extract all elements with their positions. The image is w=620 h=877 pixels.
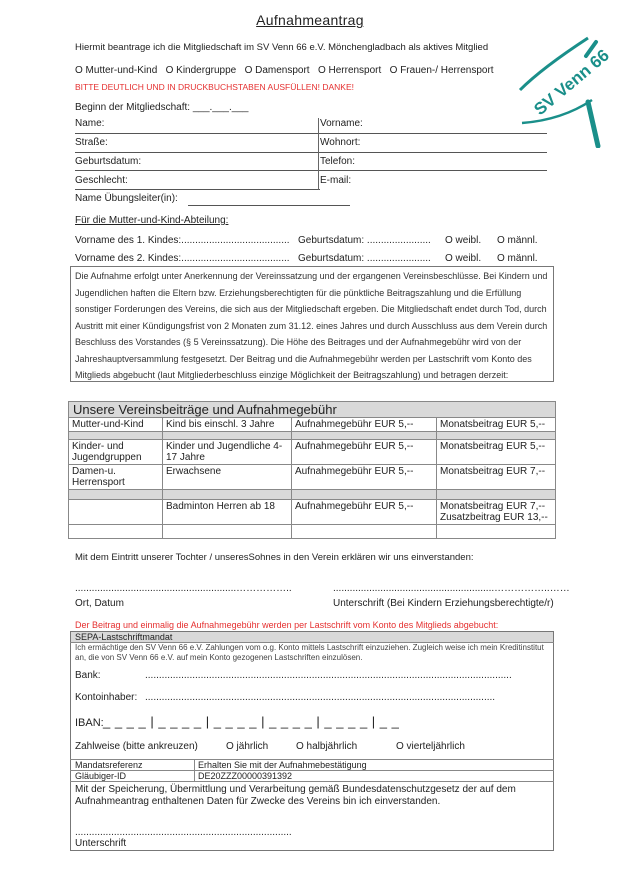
datenschutz-text: Mit der Speicherung, Übermittlung und Verarbeitung gemäß Bundesdatenschutzgesetz der auf dem Aufnahmeantrag enthaltenen Daten für Zwecke des Vereins bin ich einverstanden. [75,784,516,807]
kind1-weibl[interactable]: O weibl. [445,235,482,246]
wohnort-label: Wohnort: [320,137,361,148]
category-options [75,65,494,76]
fee-cell: Aufnahmegebühr EUR 5,-- [292,465,437,490]
kind2-weibl[interactable]: O weibl. [445,253,482,264]
sign-dots-right[interactable]: ..........................................................……………..…… [333,583,570,594]
option-kindergruppe[interactable]: O Kindergruppe [165,65,237,76]
fee-cell: Badminton Herren ab 18 [163,500,292,525]
fee-cell: Damen-u. Herrensport [69,465,163,490]
warning-text: BITTE DEUTLICH UND IN DRUCKBUCHSTABEN AUSFÜLLEN! DANKE! [75,82,354,92]
fee-cell: Mutter-und-Kind [69,418,163,432]
fee-cell: Kinder und Jugendliche 4-17 Jahre [163,440,292,465]
kind2-vorname[interactable]: Vorname des 2. Kindes:....................................... [75,253,290,264]
fee-cell: Aufnahmegebühr EUR 5,-- [292,418,437,432]
kind1-maennl[interactable]: O männl. [497,235,538,246]
bank-label: Bank: [75,670,101,681]
logo-text: SV Venn 66 [530,45,613,120]
bank-input[interactable]: .................................................................................................................................... [145,670,512,681]
mandatsreferenz-value: Erhalten Sie mit der Aufnahmebestätigung [198,760,367,770]
sign-dots-left[interactable]: ..........................................................…………….. [75,583,292,594]
fees-table [68,401,556,539]
zahlweise-label: Zahlweise (bitte ankreuzen) [75,741,198,752]
fee-cell: Kinder- und Jugendgruppen [69,440,163,465]
sepa-text: Ich ermächtige den SV Venn 66 e.V. Zahlungen vom o.g. Konto mittels Lastschrift einzuziehen. Zugleich weise ich mein Kreditinstitut an, die von SV Venn 66 e.V. auf mein Konto gezogenen Lastschriften einzulösen. [75,643,544,662]
sepa-unterschrift-label: Unterschrift [75,838,127,849]
fee-cell: Monatsbeitrag EUR 5,-- [437,440,556,465]
fee-cell: Aufnahmegebühr EUR 5,-- [292,500,437,525]
kind1-vorname[interactable]: Vorname des 1. Kindes:....................................... [75,235,290,246]
debit-note: Der Beitrag und einmalig die Aufnahmegebühr werden per Lastschrift vom Konto des Mitglieds abgebucht: [75,620,499,630]
unterschrift-kinder-label: Unterschrift (Bei Kindern Erziehungsberechtigte/r) [333,598,554,609]
strasse-label: Straße: [75,137,108,148]
uebungsleiter-label: Name Übungsleiter(in): [75,193,178,204]
option-vierteljaehrlich[interactable]: O vierteljährlich [396,741,465,752]
membership-start[interactable]: Beginn der Mitgliedschaft: ___.___.___ [75,102,249,113]
kontoinhaber-label: Kontoinhaber: [75,692,138,703]
option-herrensport[interactable]: O Herrensport [317,65,382,76]
glaeubiger-value: DE20ZZZ00000391392 [198,771,293,781]
iban-label: IBAN: [75,717,104,729]
iban-input[interactable]: _ _ _ _ | _ _ _ _ | _ _ _ _ | _ _ _ _ | _ _ _ _ | _ _ [103,714,400,729]
fees-heading: Unsere Vereinsbeiträge und Aufnahmegebühr [69,402,556,418]
option-jaehrlich[interactable]: O jährlich [226,741,269,752]
geburtsdatum-label: Geburtsdatum: [75,156,142,167]
telefon-label: Telefon: [320,156,356,167]
fee-cell: Monatsbeitrag EUR 7,-- Zusatzbeitrag EUR 13,-- [437,500,556,525]
club-logo [502,28,614,148]
option-damensport[interactable]: O Damensport [244,65,310,76]
mandatsreferenz-label: Mandatsreferenz [75,760,143,770]
sepa-sign-dots[interactable]: .............................................................................. [75,827,292,838]
option-halbjaehrlich[interactable]: O halbjährlich [296,741,358,752]
ort-datum-label: Ort, Datum [75,598,124,609]
fee-cell: Erwachsene [163,465,292,490]
geschlecht-label: Geschlecht: [75,175,128,186]
fee-cell: Monatsbeitrag EUR 5,-- [437,418,556,432]
fee-cell: Monatsbeitrag EUR 7,-- [437,465,556,490]
terms-text: Die Aufnahme erfolgt unter Anerkennung der Vereinssatzung und der ergangenen Vereinsbeschlüsse. Bei Kindern und Jugendlichen haften die Eltern bzw. Erziehungsberechtigten für die pünktliche Beitragszahlung und die Erfüllung sonstiger Forderungen des Vereins, die sich aus der Mitgliedschaft ergeben. Die Mitgliedschaft endet durch Tod, durch Austritt mit einer Kündigungsfrist von 2 Monaten zum 31.12. eines Jahres und durch Ausschluss aus dem Verein durch Beschluss des Vorstandes (§ 5 Vereinssatzung). Die Höhe des Beitrages und der Aufnahmegebühr wird von der Jahreshauptversammlung festgesetzt. Der Beitrag und die Aufnahmegebühr werden per Lastschrift vom Konto des Mitglieds abgebucht (laut Mitgliederbeschluss einzige Möglichkeit der Beitragszahlung) und betragen derzeit: [75,271,548,380]
kind2-geburtsdatum[interactable]: Geburtsdatum: ....................... [298,253,431,264]
email-label: E-mail: [320,175,352,186]
option-frauen-herrensport[interactable]: O Frauen-/ Herrensport [389,65,494,76]
vorname-label: Vorname: [320,118,363,129]
kind1-geburtsdatum[interactable]: Geburtsdatum: ....................... [298,235,431,246]
name-label: Name: [75,118,105,129]
consent-text: Mit dem Eintritt unserer Tochter / unseresSohnes in den Verein erklären wir uns einverstanden: [75,552,474,563]
sepa-heading: SEPA-Lastschriftmandat [75,632,173,642]
fee-cell: Kind bis einschl. 3 Jahre [163,418,292,432]
fee-cell [69,500,163,525]
option-mutter-kind[interactable]: O Mutter-und-Kind [75,65,158,76]
kind2-maennl[interactable]: O männl. [497,253,538,264]
page-title: Aufnahmeantrag [256,12,364,28]
glaeubiger-label: Gläubiger-ID [75,771,127,781]
intro-text: Hiermit beantrage ich die Mitgliedschaft im SV Venn 66 e.V. Mönchengladbach als aktives Mitglied [75,42,489,53]
fee-cell: Aufnahmegebühr EUR 5,-- [292,440,437,465]
mk-heading: Für die Mutter-und-Kind-Abteilung: [75,215,229,226]
kontoinhaber-input[interactable]: .............................................................................................................................. [145,692,496,703]
